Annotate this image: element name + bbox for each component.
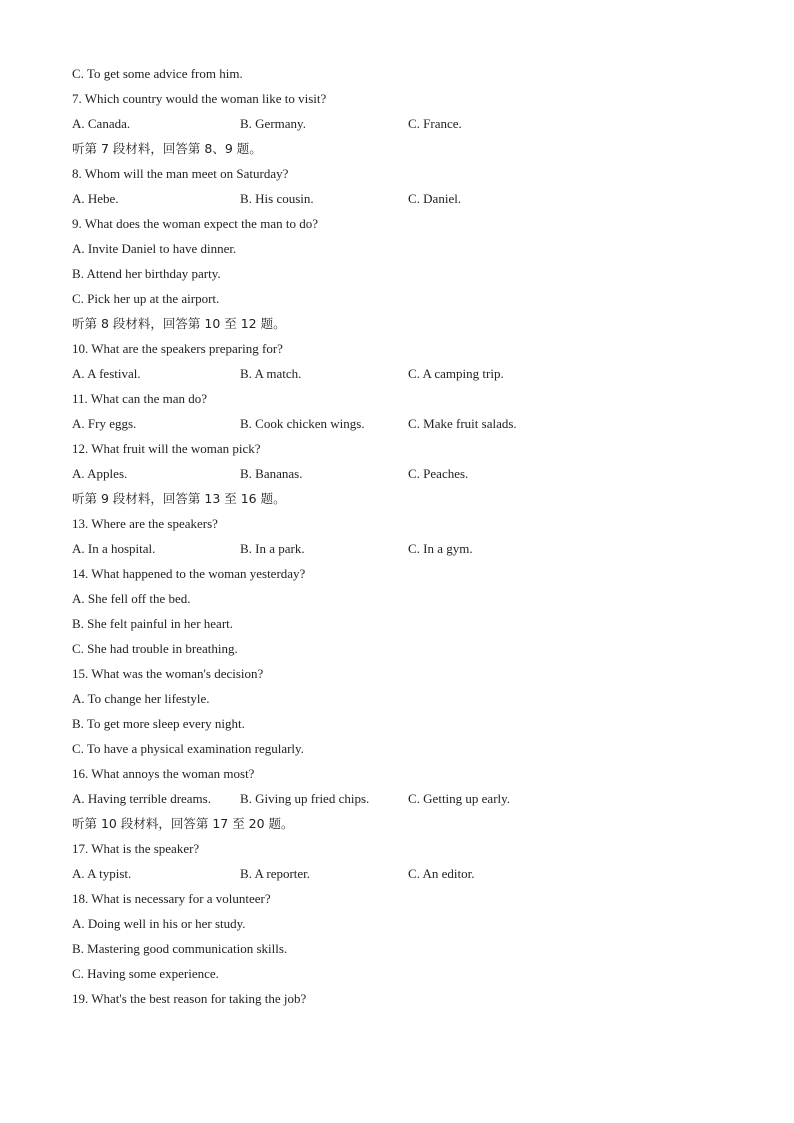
document-page	[72, 61, 752, 1011]
section-heading: 听第 10 段材料，回答第 17 至 20 题。	[72, 816, 294, 831]
text-line: C. To have a physical examination regularly.	[72, 741, 304, 756]
text-line: A. Invite Daniel to have dinner.	[72, 241, 237, 256]
text-line: 7. Which country would the woman like to visit?	[72, 91, 327, 106]
text-line: A. Doing well in his or her study.	[72, 916, 246, 931]
option-row	[72, 186, 752, 211]
option-c: C. A camping trip.	[408, 366, 504, 381]
option-row	[72, 861, 752, 886]
text-line: 15. What was the woman's decision?	[72, 666, 264, 681]
text-line: B. To get more sleep every night.	[72, 716, 245, 731]
text-line: 16. What annoys the woman most?	[72, 766, 255, 781]
text-line: 9. What does the woman expect the man to do?	[72, 216, 318, 231]
text-line: C. She had trouble in breathing.	[72, 641, 238, 656]
text-line: 12. What fruit will the woman pick?	[72, 441, 261, 456]
option-a: A. Having terrible dreams.	[72, 791, 211, 806]
text-line: A. She fell off the bed.	[72, 591, 191, 606]
section-heading: 听第 8 段材料，回答第 10 至 12 题。	[72, 316, 286, 331]
option-row	[72, 411, 752, 436]
option-a: A. A festival.	[72, 366, 141, 381]
option-a: A. A typist.	[72, 866, 132, 881]
text-line: 18. What is necessary for a volunteer?	[72, 891, 271, 906]
option-c: C. Make fruit salads.	[408, 416, 517, 431]
text-line: 8. Whom will the man meet on Saturday?	[72, 166, 289, 181]
option-b: B. A match.	[240, 366, 302, 381]
option-a: A. Apples.	[72, 466, 128, 481]
text-line: C. Having some experience.	[72, 966, 219, 981]
option-row	[72, 361, 752, 386]
option-c: C. Getting up early.	[408, 791, 511, 806]
text-line: 13. Where are the speakers?	[72, 516, 218, 531]
text-line: B. Attend her birthday party.	[72, 266, 221, 281]
text-line: 17. What is the speaker?	[72, 841, 200, 856]
option-a: A. Hebe.	[72, 191, 119, 206]
text-line: C. To get some advice from him.	[72, 66, 243, 81]
option-b: B. A reporter.	[240, 866, 311, 881]
text-line: 19. What's the best reason for taking the job?	[72, 991, 307, 1006]
option-c: C. In a gym.	[408, 541, 473, 556]
option-b: B. Cook chicken wings.	[240, 416, 365, 431]
option-c: C. An editor.	[408, 866, 475, 881]
option-row	[72, 786, 752, 811]
section-heading: 听第 9 段材料，回答第 13 至 16 题。	[72, 491, 286, 506]
option-a: A. Canada.	[72, 116, 131, 131]
text-line: A. To change her lifestyle.	[72, 691, 210, 706]
option-b: B. Germany.	[240, 116, 306, 131]
option-c: C. France.	[408, 116, 462, 131]
option-row	[72, 111, 752, 136]
text-line: 14. What happened to the woman yesterday?	[72, 566, 306, 581]
option-c: C. Daniel.	[408, 191, 462, 206]
option-b: B. Bananas.	[240, 466, 303, 481]
option-row	[72, 536, 752, 561]
option-c: C. Peaches.	[408, 466, 469, 481]
text-line: B. She felt painful in her heart.	[72, 616, 234, 631]
option-a: A. In a hospital.	[72, 541, 156, 556]
text-line: C. Pick her up at the airport.	[72, 291, 220, 306]
text-line: 11. What can the man do?	[72, 391, 208, 406]
section-heading: 听第 7 段材料，回答第 8、9 题。	[72, 141, 262, 156]
option-row	[72, 461, 752, 486]
option-b: B. His cousin.	[240, 191, 314, 206]
option-a: A. Fry eggs.	[72, 416, 137, 431]
text-line: B. Mastering good communication skills.	[72, 941, 288, 956]
option-b: B. Giving up fried chips.	[240, 791, 370, 806]
option-b: B. In a park.	[240, 541, 305, 556]
text-line: 10. What are the speakers preparing for?	[72, 341, 283, 356]
